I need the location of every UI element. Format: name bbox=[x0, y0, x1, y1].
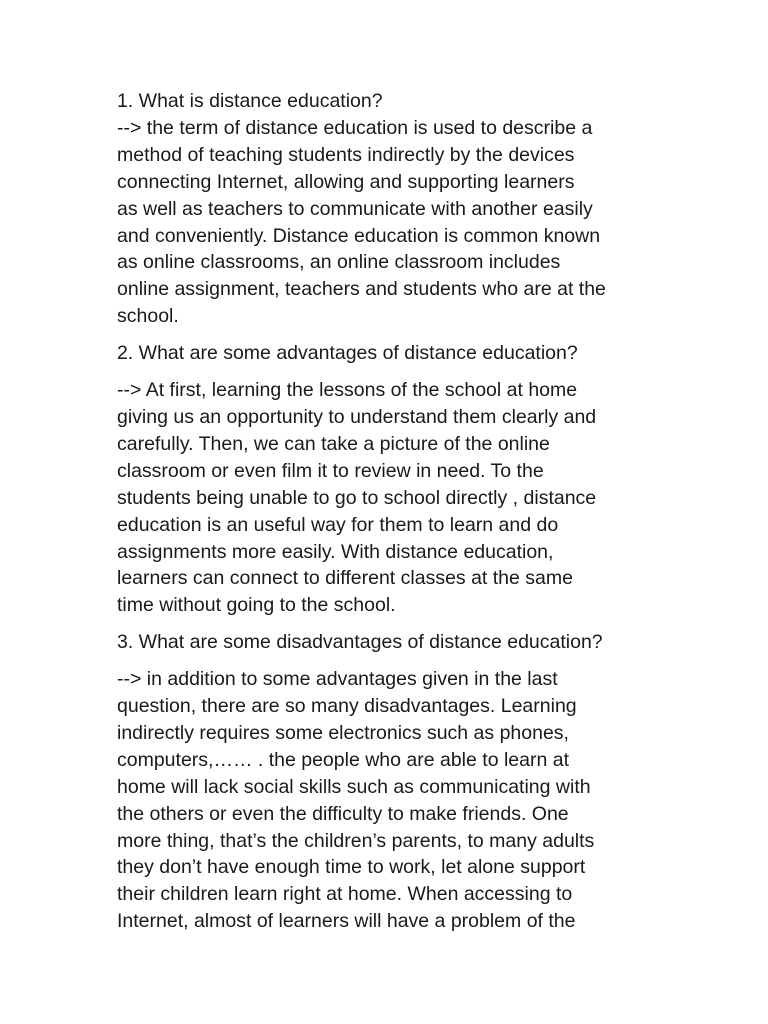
question-3-title: 3. What are some disadvantages of distance education? bbox=[117, 631, 603, 654]
question-1-title: 1. What is distance education? bbox=[117, 90, 383, 112]
question-2-answer: --> At first, learning the lessons of the school at home giving us an opportunity to understand them clearly and carefully. Then, we can take a picture of the online classroom or even film it to review in need. To the students being unable to go to school directly , distance education is an useful way for them to learn and do assignments more easily. With distance education, learners can connect to different classes at the same time without going to the school. bbox=[117, 379, 597, 617]
question-3-answer: --> in addition to some advantages given in the last question, there are so many disadvantages. Learning indirectly requires some electronics such as phones, computers,…… . the people who are able to learn at home will lack social skills such as communicating with the others or even the difficulty to make friends. One more thing, that’s the children’s parents, to many adults they don’t have enough time to work, let alone support their children learn right at home. When accessing to Internet, almost of learners will have a problem of the bbox=[117, 668, 595, 933]
document-page bbox=[117, 88, 662, 935]
question-1-answer: --> the term of distance education is used to describe a method of teaching students indirectly by the devices connecting Internet, allowing and supporting learners as well as teachers to communicate with another easily and conveniently. Distance education is common known as online classrooms, an online classroom includes online assignment, teachers and students who are at the school. bbox=[117, 116, 606, 328]
question-2-title: 2. What are some advantages of distance education? bbox=[117, 342, 578, 365]
